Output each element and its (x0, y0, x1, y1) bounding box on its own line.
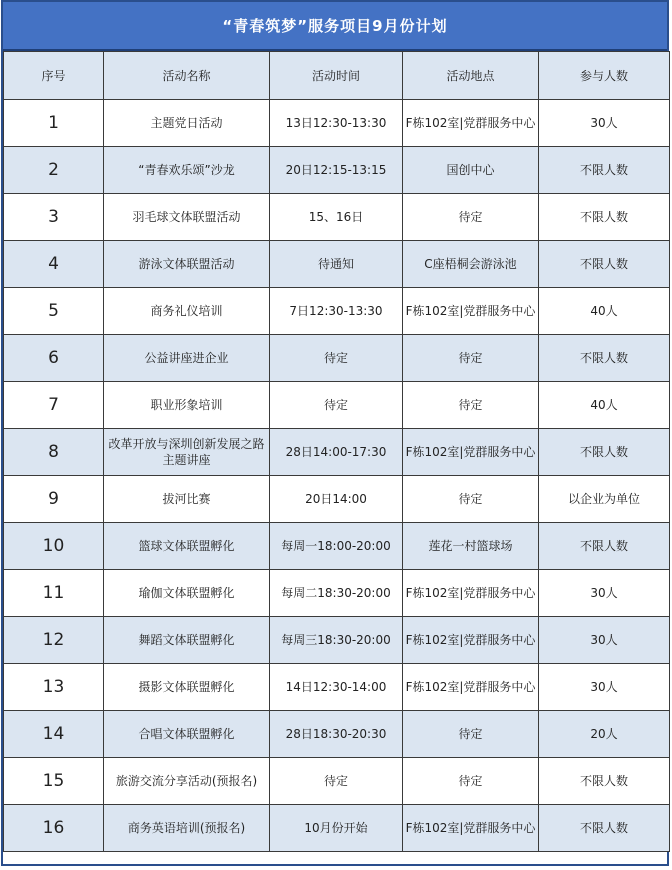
row-number: 9 (4, 476, 104, 523)
activity-time: 7日12:30-13:30 (270, 288, 403, 335)
activity-name: 主题党日活动 (104, 100, 270, 147)
participant-count: 不限人数 (539, 194, 670, 241)
table-row (4, 570, 670, 617)
table-row (4, 382, 670, 429)
activity-name: 旅游交流分享活动(预报名) (104, 758, 270, 805)
header-no: 序号 (4, 52, 104, 100)
row-number: 3 (4, 194, 104, 241)
participant-count: 不限人数 (539, 758, 670, 805)
participant-count: 20人 (539, 711, 670, 758)
table-row (4, 617, 670, 664)
participant-count: 不限人数 (539, 147, 670, 194)
activity-name: 篮球文体联盟孵化 (104, 523, 270, 570)
header-time: 活动时间 (270, 52, 403, 100)
row-number: 12 (4, 617, 104, 664)
activity-name: “青春欢乐颂”沙龙 (104, 147, 270, 194)
table-row (4, 711, 670, 758)
activity-name: 游泳文体联盟活动 (104, 241, 270, 288)
activity-place: F栋102室|党群服务中心 (403, 429, 539, 476)
activity-time: 待定 (270, 335, 403, 382)
activity-time: 28日18:30-20:30 (270, 711, 403, 758)
participant-count: 40人 (539, 382, 670, 429)
activity-name: 职业形象培训 (104, 382, 270, 429)
row-number: 7 (4, 382, 104, 429)
activity-time: 10月份开始 (270, 805, 403, 852)
participant-count: 以企业为单位 (539, 476, 670, 523)
row-number: 1 (4, 100, 104, 147)
row-number: 10 (4, 523, 104, 570)
table-row (4, 758, 670, 805)
table-row (4, 147, 670, 194)
participant-count: 30人 (539, 617, 670, 664)
activity-place: 待定 (403, 194, 539, 241)
activity-name: 公益讲座进企业 (104, 335, 270, 382)
activity-time: 待定 (270, 382, 403, 429)
activity-place: 国创中心 (403, 147, 539, 194)
activity-time: 每周二18:30-20:00 (270, 570, 403, 617)
activity-name: 合唱文体联盟孵化 (104, 711, 270, 758)
activity-time: 待定 (270, 758, 403, 805)
schedule-table (3, 51, 670, 852)
activity-place: F栋102室|党群服务中心 (403, 570, 539, 617)
activity-place: F栋102室|党群服务中心 (403, 288, 539, 335)
header-name: 活动名称 (104, 52, 270, 100)
activity-time: 13日12:30-13:30 (270, 100, 403, 147)
participant-count: 不限人数 (539, 523, 670, 570)
activity-place: C座梧桐会游泳池 (403, 241, 539, 288)
activity-time: 待通知 (270, 241, 403, 288)
activity-name: 羽毛球文体联盟活动 (104, 194, 270, 241)
row-number: 5 (4, 288, 104, 335)
plan-document (1, 0, 669, 866)
row-number: 8 (4, 429, 104, 476)
participant-count: 30人 (539, 664, 670, 711)
activity-name: 舞蹈文体联盟孵化 (104, 617, 270, 664)
table-row (4, 100, 670, 147)
header-place: 活动地点 (403, 52, 539, 100)
activity-name: 摄影文体联盟孵化 (104, 664, 270, 711)
activity-time: 28日14:00-17:30 (270, 429, 403, 476)
participant-count: 40人 (539, 288, 670, 335)
header-row (4, 52, 670, 100)
row-number: 13 (4, 664, 104, 711)
participant-count: 不限人数 (539, 429, 670, 476)
row-number: 6 (4, 335, 104, 382)
activity-time: 每周一18:00-20:00 (270, 523, 403, 570)
table-row (4, 335, 670, 382)
row-number: 15 (4, 758, 104, 805)
document-title: “青春筑梦”服务项目9月份计划 (3, 2, 667, 51)
activity-time: 20日12:15-13:15 (270, 147, 403, 194)
table-row (4, 664, 670, 711)
activity-place: 莲花一村篮球场 (403, 523, 539, 570)
participant-count: 不限人数 (539, 335, 670, 382)
header-people: 参与人数 (539, 52, 670, 100)
row-number: 11 (4, 570, 104, 617)
participant-count: 不限人数 (539, 241, 670, 288)
table-row (4, 429, 670, 476)
table-row (4, 523, 670, 570)
activity-time: 14日12:30-14:00 (270, 664, 403, 711)
activity-place: F栋102室|党群服务中心 (403, 100, 539, 147)
table-row (4, 476, 670, 523)
activity-time: 每周三18:30-20:00 (270, 617, 403, 664)
activity-name: 瑜伽文体联盟孵化 (104, 570, 270, 617)
table-row (4, 194, 670, 241)
row-number: 4 (4, 241, 104, 288)
activity-place: 待定 (403, 382, 539, 429)
row-number: 14 (4, 711, 104, 758)
activity-name: 商务英语培训(预报名) (104, 805, 270, 852)
participant-count: 30人 (539, 570, 670, 617)
participant-count: 不限人数 (539, 805, 670, 852)
table-row (4, 288, 670, 335)
activity-place: F栋102室|党群服务中心 (403, 617, 539, 664)
participant-count: 30人 (539, 100, 670, 147)
activity-name: 改革开放与深圳创新发展之路主题讲座 (104, 429, 270, 476)
table-row (4, 805, 670, 852)
row-number: 2 (4, 147, 104, 194)
activity-time: 15、16日 (270, 194, 403, 241)
row-number: 16 (4, 805, 104, 852)
activity-place: F栋102室|党群服务中心 (403, 805, 539, 852)
activity-place: 待定 (403, 476, 539, 523)
activity-place: 待定 (403, 711, 539, 758)
activity-place: 待定 (403, 335, 539, 382)
activity-name: 商务礼仪培训 (104, 288, 270, 335)
activity-place: F栋102室|党群服务中心 (403, 664, 539, 711)
activity-time: 20日14:00 (270, 476, 403, 523)
activity-name: 拔河比赛 (104, 476, 270, 523)
activity-place: 待定 (403, 758, 539, 805)
table-row (4, 241, 670, 288)
